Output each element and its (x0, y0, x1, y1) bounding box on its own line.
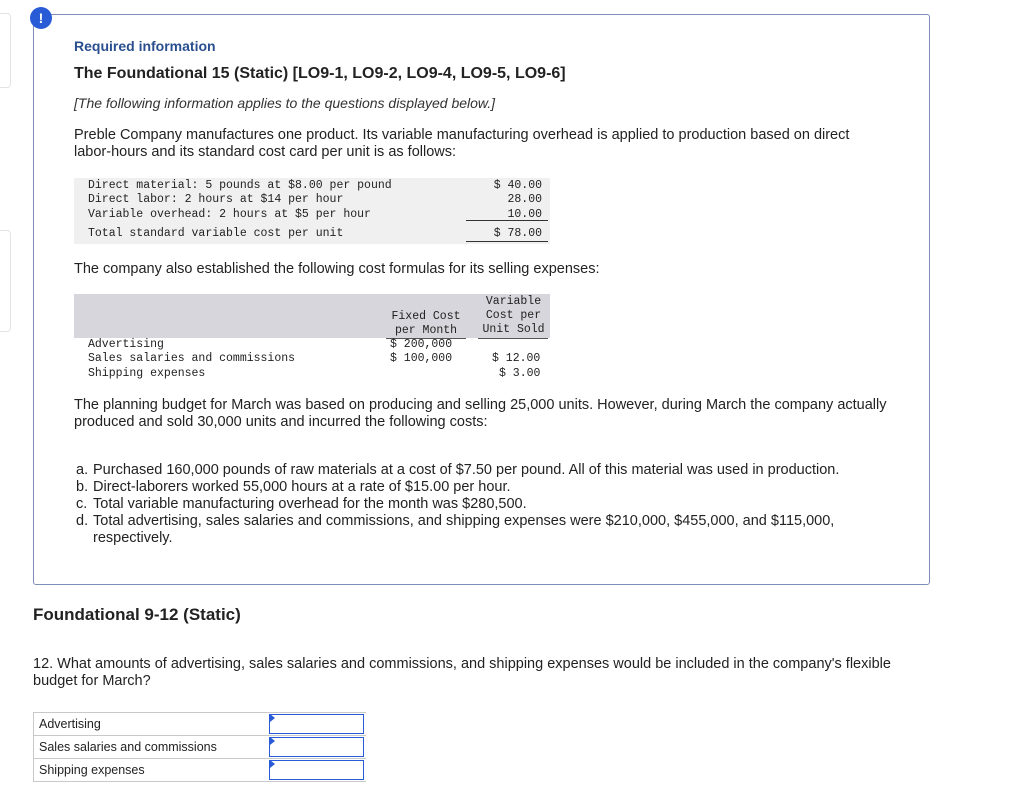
list-text: Direct-laborers worked 55,000 hours at a rate of $15.00 per hour. (93, 479, 511, 495)
shipping-expenses-input[interactable] (269, 760, 364, 780)
cost-card-label: Total standard variable cost per unit (88, 227, 344, 240)
input-flag-icon (270, 714, 275, 722)
table-row (74, 367, 550, 382)
table-row (74, 352, 550, 367)
cost-card-label: Direct material: 5 pounds at $8.00 per pound (88, 179, 392, 192)
answer-row-shipping (33, 759, 366, 782)
table-row (74, 338, 550, 353)
input-flag-icon (270, 737, 275, 745)
input-flag-icon (270, 760, 275, 768)
header-variable-cost: Variable Cost per Unit Sold (482, 295, 545, 336)
list-text: Total advertising, sales salaries and commissions, and shipping expenses were $210,000, $455,000, and $115,000, respectively. (93, 513, 835, 546)
cost-card-amount: $ 40.00 (493, 179, 542, 192)
row-fixed: $ 200,000 (390, 338, 453, 351)
side-panel-tab[interactable] (0, 13, 11, 88)
row-variable: $ 12.00 (492, 352, 541, 365)
list-letter: a. (76, 462, 89, 478)
applies-note: [The following information applies to the questions displayed below.] (74, 95, 496, 111)
cost-card-amount: $ 78.00 (493, 227, 542, 240)
answer-row-advertising (33, 712, 366, 736)
row-variable: $ 3.00 (499, 367, 541, 380)
advertising-input[interactable] (269, 714, 364, 734)
row-label: Sales salaries and commissions (88, 352, 296, 365)
list-item (76, 479, 876, 496)
subtotal-rule (466, 220, 548, 221)
question-text: 12. What amounts of advertising, sales salaries and commissions, and shipping expenses would be included in the company's flexible budget for March? (33, 656, 891, 689)
answer-label: Shipping expenses (33, 759, 269, 781)
answer-table (33, 712, 366, 782)
total-rule (466, 241, 548, 242)
intro-paragraph: Preble Company manufactures one product. Its variable manufacturing overhead is applied to production based on direct labor-hours and its standard cost card per unit is as follows: (74, 127, 850, 160)
cost-card-row (74, 193, 550, 208)
list-text: Total variable manufacturing overhead for the month was $280,500. (93, 496, 527, 512)
answer-label: Sales salaries and commissions (33, 736, 269, 758)
problem-title: The Foundational 15 (Static) [LO9-1, LO9-2, LO9-4, LO9-5, LO9-6] (74, 65, 566, 82)
cost-card-amount: 10.00 (507, 208, 542, 221)
header-fixed-cost: Fixed Cost per Month (391, 310, 461, 337)
list-letter: d. (76, 513, 89, 529)
row-label: Shipping expenses (88, 367, 206, 380)
list-letter: b. (76, 479, 89, 495)
selling-table-header (74, 294, 550, 338)
cost-card-label: Variable overhead: 2 hours at $5 per hour (88, 208, 371, 221)
actual-costs-list (76, 462, 876, 547)
list-item (76, 462, 876, 479)
list-item (76, 496, 876, 513)
cost-card-total-row (74, 227, 550, 242)
list-item (76, 513, 876, 547)
answer-label: Advertising (33, 713, 269, 735)
sales-salaries-input[interactable] (269, 737, 364, 757)
march-paragraph: The planning budget for March was based on producing and selling 25,000 units. However, during March the company actually produced and sold 30,000 units and incurred the following costs: (74, 397, 887, 430)
list-text: Purchased 160,000 pounds of raw materials at a cost of $7.50 per pound. All of this material was used in production. (93, 462, 840, 478)
selling-intro-paragraph: The company also established the following cost formulas for its selling expenses: (74, 261, 600, 277)
required-information-label: Required information (74, 38, 216, 54)
side-panel-tab[interactable] (0, 230, 11, 332)
list-letter: c. (76, 496, 88, 512)
alert-icon: ! (30, 7, 52, 29)
cost-card-row (74, 179, 550, 194)
cost-card-label: Direct labor: 2 hours at $14 per hour (88, 193, 344, 206)
section-title: Foundational 9-12 (Static) (33, 605, 241, 624)
standard-cost-card (74, 178, 550, 244)
row-label: Advertising (88, 338, 164, 351)
answer-row-sales-salaries (33, 736, 366, 759)
row-fixed: $ 100,000 (390, 352, 453, 365)
cost-card-amount: 28.00 (507, 193, 542, 206)
